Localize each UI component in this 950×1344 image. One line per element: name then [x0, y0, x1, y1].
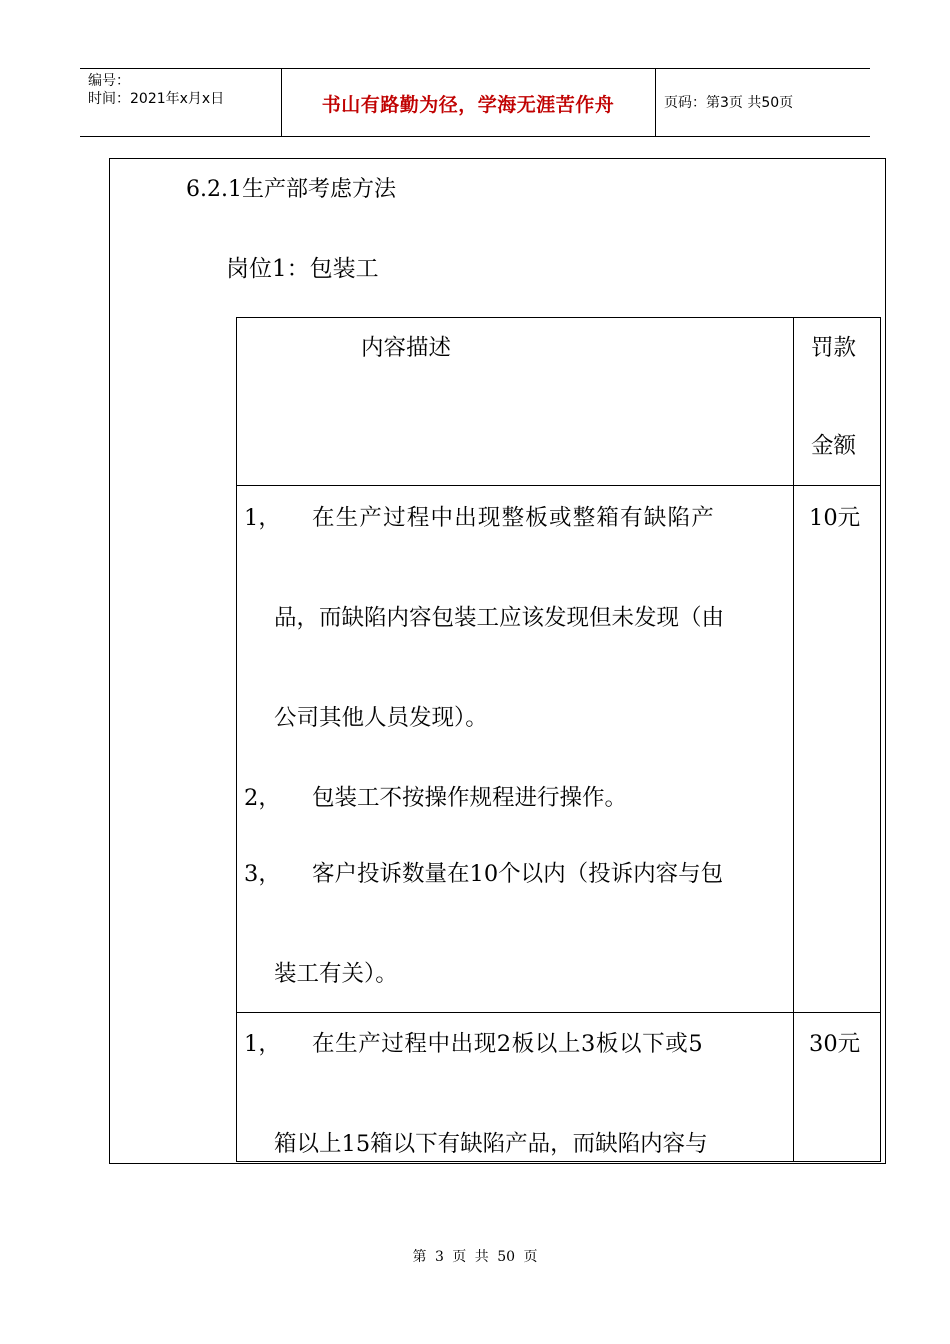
row1-item3-number: 3，	[244, 861, 281, 887]
row1-item3-line2: 装工有关）。	[274, 961, 398, 987]
table-column-divider	[793, 317, 794, 1162]
row1-item2-line1: 包装工不按操作规程进行操作。	[312, 785, 628, 811]
table-header-separator	[236, 485, 881, 486]
row1-item1-line2: 品，而缺陷内容包装工应该发现但未发现（由	[274, 605, 725, 631]
header-divider-right	[655, 68, 656, 136]
header-page-info: 页码：第3页 共50页	[664, 95, 794, 111]
table-row-separator	[236, 1012, 881, 1013]
page-footer: 第 3 页 共 50 页	[412, 1249, 538, 1265]
outer-frame-bottom	[109, 1163, 886, 1164]
table-bottom-border	[236, 1161, 881, 1162]
section-title: 6.2.1生产部考虑方法	[186, 177, 396, 202]
header-number-label: 编号：	[88, 73, 130, 89]
row1-item1-number: 1，	[244, 505, 281, 531]
header-bottom-rule	[80, 136, 870, 137]
post-title: 岗位1：包装工	[226, 256, 379, 282]
row1-item2-number: 2，	[244, 785, 281, 811]
row1-item3-line1: 客户投诉数量在10个以内（投诉内容与包	[312, 861, 724, 887]
row1-fine-amount: 10元	[809, 505, 861, 531]
table-left-border	[236, 317, 237, 1162]
header-top-rule	[80, 68, 870, 69]
header-motto: 书山有路勤为径，学海无涯苦作舟	[321, 94, 615, 116]
table-right-border	[880, 317, 881, 1162]
header-fine-line2: 金额	[811, 433, 857, 459]
table-top-border	[236, 317, 881, 318]
header-fine-line1: 罚款	[811, 335, 857, 361]
row2-item1-line2: 箱以上15箱以下有缺陷产品，而缺陷内容与	[274, 1131, 708, 1157]
row1-item1-line3: 公司其他人员发现）。	[274, 705, 488, 731]
row1-item1-line1: 在生产过程中出现整板或整箱有缺陷产	[312, 505, 715, 531]
row2-item1-line1: 在生产过程中出现2板以上3板以下或5	[312, 1031, 704, 1057]
row2-item1-number: 1，	[244, 1031, 281, 1057]
outer-frame	[109, 158, 886, 1164]
row2-fine-amount: 30元	[809, 1031, 861, 1057]
header-time-label: 时间：2021年x月x日	[88, 91, 225, 107]
header-content-description: 内容描述	[361, 335, 452, 361]
